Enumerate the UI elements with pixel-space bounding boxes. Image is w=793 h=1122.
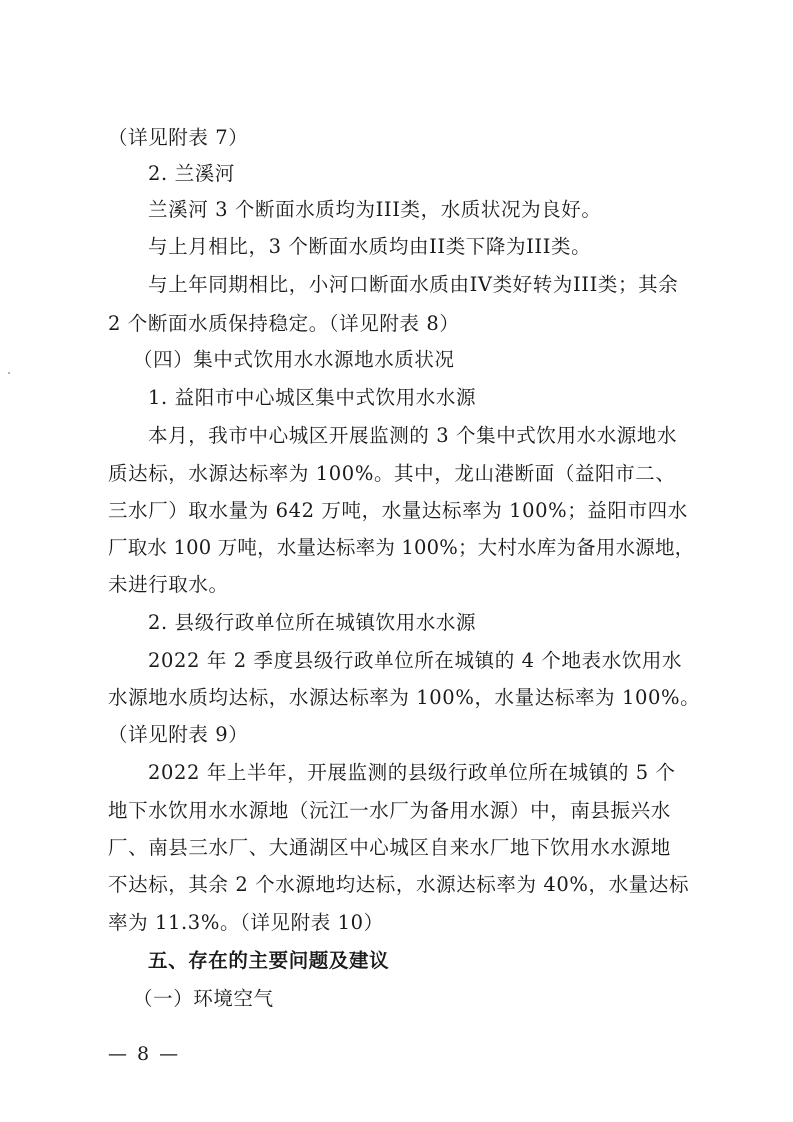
text-line: 率为 11.3%。（详见附表 10） [108, 911, 384, 934]
text-line: 2. 县级行政单位所在城镇饮用水水源 [148, 611, 477, 634]
text-line: （详见附表 7） [108, 126, 249, 149]
page-number: — 8 — [108, 1043, 181, 1065]
text-line: 1. 益阳市中心城区集中式饮用水水源 [148, 386, 477, 409]
text-line: 与上年同期相比，小河口断面水质由IV类好转为III类；其余 [148, 273, 679, 296]
text-line: 地下水饮用水水源地（沅江一水厂为备用水源）中，南县振兴水 [108, 799, 671, 822]
text-line: 未进行取水。 [108, 573, 229, 596]
text-line: 不达标，其余 2 个水源地均达标，水源达标率为 40%，水量达标 [108, 873, 690, 896]
text-line: 2022 年 2 季度县级行政单位所在城镇的 4 个地表水饮用水 [148, 649, 683, 672]
text-line: 质达标，水源达标率为 100%。其中，龙山港断面（益阳市二、 [108, 462, 676, 485]
scan-speck [8, 372, 10, 374]
text-line: 厂取水 100 万吨，水量达标率为 100%；大村水库为备用水源地， [108, 536, 695, 559]
section-subheading: （四）集中式饮用水水源地水质状况 [133, 348, 455, 371]
section-heading: 五、存在的主要问题及建议 [148, 949, 390, 972]
text-line: 厂、南县三水厂、大通湖区中心城区自来水厂地下饮用水水源地 [108, 836, 671, 859]
text-line: 2022 年上半年，开展监测的县级行政单位所在城镇的 5 个 [148, 761, 676, 784]
text-line: 2 个断面水质保持稳定。（详见附表 8） [108, 312, 460, 335]
text-line: （详见附表 9） [108, 723, 249, 746]
section-subheading: （一）环境空气 [133, 987, 274, 1010]
text-line: 水源地水质均达标，水源达标率为 100%，水量达标率为 100%。 [108, 686, 701, 709]
text-line: 本月，我市中心城区开展监测的 3 个集中式饮用水水源地水 [148, 424, 678, 447]
text-line: 兰溪河 3 个断面水质均为III类，水质状况为良好。 [148, 198, 602, 221]
text-line: 三水厂）取水量为 642 万吨，水量达标率为 100%；益阳市四水 [108, 499, 688, 522]
text-line: 与上月相比，3 个断面水质均由II类下降为III类。 [148, 235, 592, 258]
text-line: 2. 兰溪河 [148, 162, 235, 185]
